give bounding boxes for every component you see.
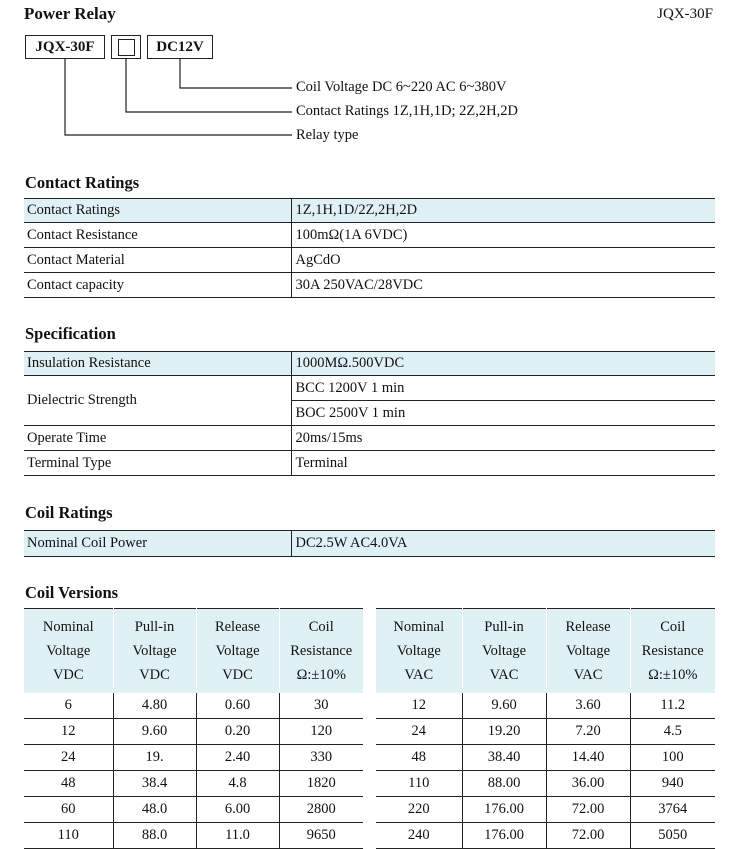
table-cell: 7.20 xyxy=(546,719,630,745)
row-value: 30A 250VAC/28VDC xyxy=(291,273,715,298)
table-row xyxy=(24,745,363,771)
table-cell: 12 xyxy=(376,693,462,719)
legend-coil-voltage: Coil Voltage DC 6~220 AC 6~380V xyxy=(296,79,507,95)
code-relay-type: JQX-30F xyxy=(25,35,105,59)
row-key: Contact Resistance xyxy=(24,223,291,248)
dc-coil-table xyxy=(24,608,363,849)
row-value: DC2.5W AC4.0VA xyxy=(291,531,715,557)
table-cell: 176.00 xyxy=(462,797,546,823)
table-cell: 4.80 xyxy=(113,693,196,719)
table-cell: 6 xyxy=(24,693,113,719)
table-header-row xyxy=(376,609,715,694)
row-value: 1Z,1H,1D/2Z,2H,2D xyxy=(291,199,715,223)
table-cell: 19. xyxy=(113,745,196,771)
table-cell: 48 xyxy=(376,745,462,771)
table-row xyxy=(24,451,715,476)
dc-header-release: Release Voltage VDC xyxy=(196,609,279,694)
row-key: Operate Time xyxy=(24,426,291,451)
table-cell: 24 xyxy=(24,745,113,771)
contact-ratings-table xyxy=(24,198,715,298)
table-row xyxy=(24,797,363,823)
table-cell: 88.0 xyxy=(113,823,196,849)
table-cell: 72.00 xyxy=(546,797,630,823)
specification-heading: Specification xyxy=(25,324,116,343)
table-cell: 12 xyxy=(24,719,113,745)
table-cell: 1820 xyxy=(279,771,363,797)
table-cell: 110 xyxy=(376,771,462,797)
table-cell: 5050 xyxy=(630,823,715,849)
table-row xyxy=(376,719,715,745)
table-row xyxy=(376,745,715,771)
table-cell: 24 xyxy=(376,719,462,745)
legend-relay-type: Relay type xyxy=(296,127,359,143)
specification-table xyxy=(24,351,715,476)
table-cell: 240 xyxy=(376,823,462,849)
coil-ratings-table xyxy=(24,530,715,557)
table-row xyxy=(24,376,715,401)
table-cell: 60 xyxy=(24,797,113,823)
ac-header-pullin: Pull-in Voltage VAC xyxy=(462,609,546,694)
table-row xyxy=(24,223,715,248)
table-cell: 88.00 xyxy=(462,771,546,797)
table-cell: 11.2 xyxy=(630,693,715,719)
table-cell: 11.0 xyxy=(196,823,279,849)
table-cell: 176.00 xyxy=(462,823,546,849)
table-cell: 3764 xyxy=(630,797,715,823)
table-cell: 940 xyxy=(630,771,715,797)
table-row xyxy=(24,273,715,298)
table-cell: 0.20 xyxy=(196,719,279,745)
table-row xyxy=(376,797,715,823)
table-row xyxy=(24,693,363,719)
row-key: Dielectric Strength xyxy=(24,376,291,426)
table-cell: 330 xyxy=(279,745,363,771)
table-cell: 120 xyxy=(279,719,363,745)
row-value: 100mΩ(1A 6VDC) xyxy=(291,223,715,248)
ac-header-nominal: Nominal Voltage VAC xyxy=(376,609,462,694)
table-row xyxy=(24,823,363,849)
ac-coil-table xyxy=(376,608,715,849)
table-row xyxy=(24,771,363,797)
table-cell: 220 xyxy=(376,797,462,823)
table-row xyxy=(24,719,363,745)
contact-ratings-heading: Contact Ratings xyxy=(25,173,140,192)
table-cell: 72.00 xyxy=(546,823,630,849)
table-row xyxy=(24,352,715,376)
coil-versions-heading: Coil Versions xyxy=(25,583,119,602)
table-cell: 19.20 xyxy=(462,719,546,745)
row-key: Terminal Type xyxy=(24,451,291,476)
row-key: Contact Ratings xyxy=(24,199,291,223)
table-cell: 9650 xyxy=(279,823,363,849)
coil-ratings-heading: Coil Ratings xyxy=(25,503,113,522)
table-header-row xyxy=(24,609,363,694)
ac-header-resistance: Coil Resistance Ω:±10% xyxy=(630,609,715,694)
table-cell: 14.40 xyxy=(546,745,630,771)
table-cell: 36.00 xyxy=(546,771,630,797)
table-cell: 2.40 xyxy=(196,745,279,771)
table-cell: 9.60 xyxy=(113,719,196,745)
table-row xyxy=(24,531,715,557)
row-value: BCC 1200V 1 min xyxy=(291,376,715,401)
table-row xyxy=(24,248,715,273)
dc-header-resistance: Coil Resistance Ω:±10% xyxy=(279,609,363,694)
row-value: BOC 2500V 1 min xyxy=(291,401,715,426)
dc-header-pullin: Pull-in Voltage VDC xyxy=(113,609,196,694)
table-cell: 38.4 xyxy=(113,771,196,797)
table-cell: 30 xyxy=(279,693,363,719)
page-title: Power Relay xyxy=(24,4,116,23)
table-cell: 48 xyxy=(24,771,113,797)
row-value: Terminal xyxy=(291,451,715,476)
table-cell: 9.60 xyxy=(462,693,546,719)
table-cell: 3.60 xyxy=(546,693,630,719)
row-key: Contact capacity xyxy=(24,273,291,298)
table-cell: 4.8 xyxy=(196,771,279,797)
dc-header-nominal: Nominal Voltage VDC xyxy=(24,609,113,694)
table-cell: 2800 xyxy=(279,797,363,823)
table-cell: 100 xyxy=(630,745,715,771)
row-value: AgCdO xyxy=(291,248,715,273)
row-value: 20ms/15ms xyxy=(291,426,715,451)
ac-header-release: Release Voltage VAC xyxy=(546,609,630,694)
code-coil-voltage: DC12V xyxy=(147,35,213,59)
row-key: Contact Material xyxy=(24,248,291,273)
table-row xyxy=(376,823,715,849)
row-value: 1000MΩ.500VDC xyxy=(291,352,715,376)
table-cell: 4.5 xyxy=(630,719,715,745)
row-key: Nominal Coil Power xyxy=(24,531,291,557)
table-row xyxy=(24,199,715,223)
table-cell: 0.60 xyxy=(196,693,279,719)
table-cell: 6.00 xyxy=(196,797,279,823)
table-row xyxy=(24,426,715,451)
table-cell: 38.40 xyxy=(462,745,546,771)
table-cell: 48.0 xyxy=(113,797,196,823)
table-row xyxy=(376,771,715,797)
row-key: Insulation Resistance xyxy=(24,352,291,376)
table-row xyxy=(376,693,715,719)
table-cell: 110 xyxy=(24,823,113,849)
model-label: JQX-30F xyxy=(657,6,713,22)
legend-contact-ratings: Contact Ratings 1Z,1H,1D; 2Z,2H,2D xyxy=(296,103,518,119)
